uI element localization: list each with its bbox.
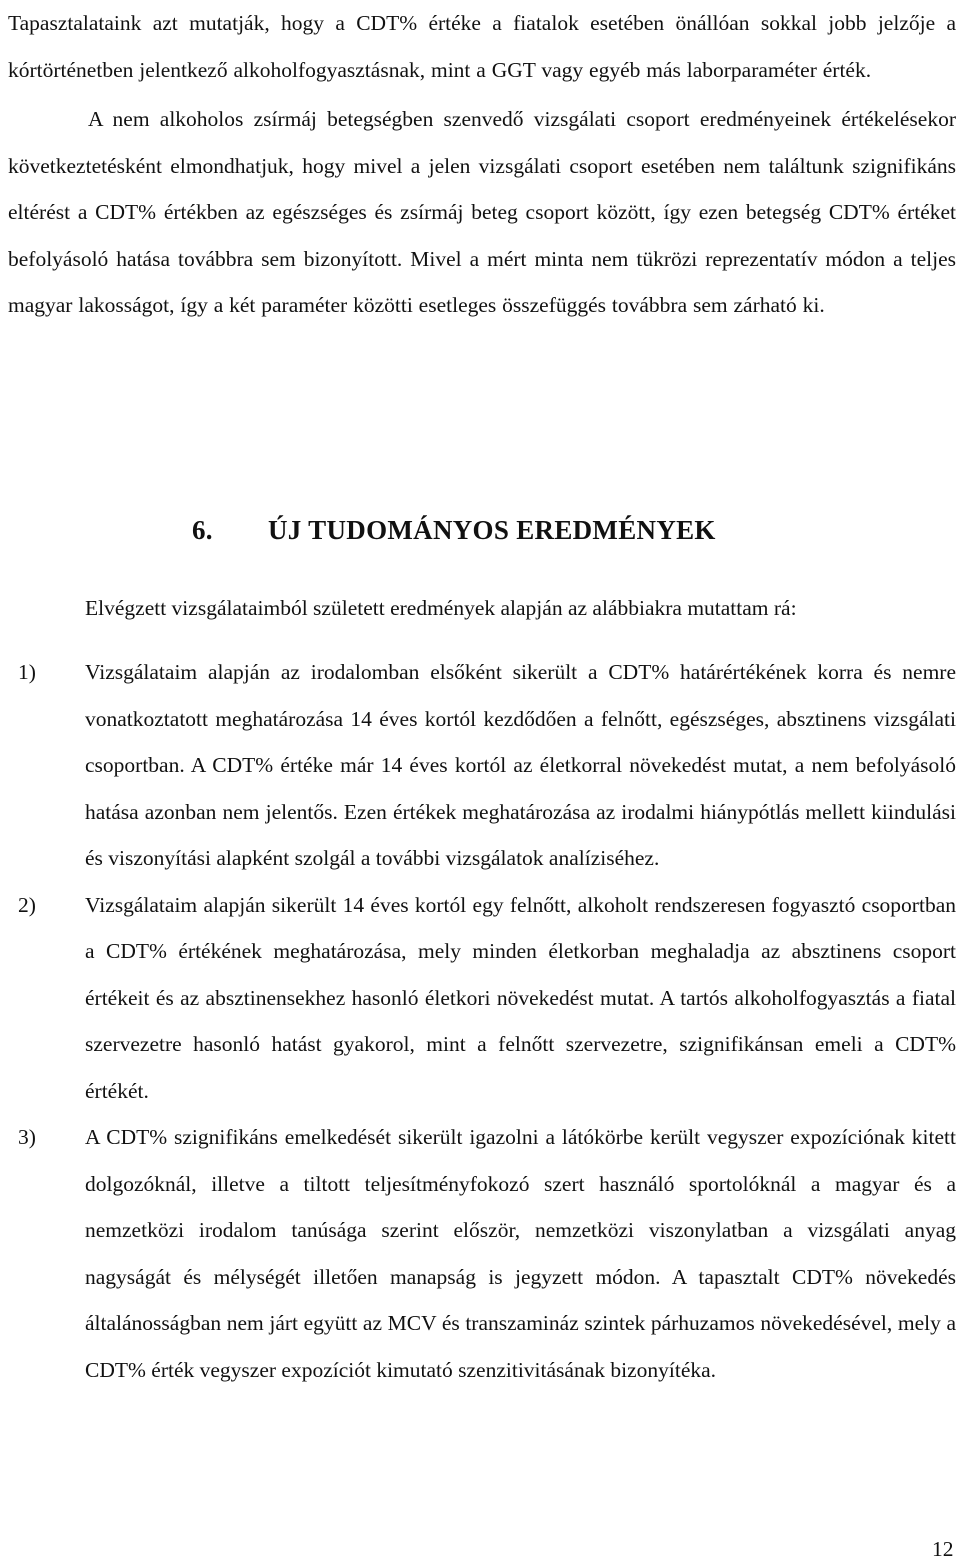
paragraph-nafld-conclusion: A nem alkoholos zsírmáj betegségben szenvedő vizsgálati csoport eredményeinek értékelésekor következtetésként elmondhatjuk, hogy mivel a jelen vizsgálati csoport esetében nem találtunk szignifikáns eltérést a CDT% értékben az egészséges és zsírmáj beteg csoport között, így ezen betegség CDT% értéket befolyásoló hatása továbbra sem bizonyított. Mivel a mért minta nem tükrözi reprezentatív módon a teljes magyar lakosságot, így a két paraméter közötti esetleges összefüggés továbbra sem zárható ki.	[8, 107, 956, 317]
list-item-number: 1)	[18, 660, 36, 684]
list-item	[8, 882, 956, 1115]
paragraph-findings-young: Tapasztalataink azt mutatják, hogy a CDT% értéke a fiatalok esetében önállóan sokkal jobb jelzője a kórtörténetben jelentkező alkoholfogyasztásnak, mint a GGT vagy egyéb más laborparaméter érték.	[8, 11, 956, 82]
section-title: ÚJ TUDOMÁNYOS EREDMÉNYEK	[268, 515, 716, 545]
section-number: 6.	[192, 515, 213, 545]
list-item-text: Vizsgálataim alapján az irodalomban elsőként sikerült a CDT% határértékének korra és nemre vonatkoztatott meghatározása 14 éves kortól kezdődően a felnőtt, egészséges, absztinens vizsgálati csoportban. A CDT% értéke már 14 éves kortól az életkorral növekedést mutat, a nem befolyásoló hatása azonban nem jelentős. Ezen értékek meghatározása az irodalmi hiánypótlás mellett kiindulási és viszonyítási alapként szolgál a további vizsgálatok analíziséhez.	[85, 660, 956, 870]
list-item-number: 2)	[18, 892, 36, 917]
list-item	[8, 649, 956, 882]
list-item	[8, 1114, 956, 1393]
list-item-text: A CDT% szignifikáns emelkedését sikerült igazolni a látókörbe került vegyszer expozíciónak kitett dolgozóknál, illetve a tiltott teljesítményfokozó szert használó sportolóknál a magyar és a nemzetközi irodalom tanúsága szerint először, nemzetközi viszonylatban a vizsgálati anyag nagyságát és mélységét illetően manapság is jegyzett módon. A tapasztalt CDT% növekedés általánosságban nem járt együtt az MCV és transzamináz szintek párhuzamos növekedésével, mely a CDT% érték vegyszer expozíciót kimutató szenzitivitásának bizonyítéka.	[85, 1125, 956, 1382]
page-number: 12	[932, 1537, 954, 1561]
section-intro: Elvégzett vizsgálataimból született eredmények alapján az alábbiakra mutattam rá:	[85, 596, 797, 620]
list-item-text: Vizsgálataim alapján sikerült 14 éves kortól egy felnőtt, alkoholt rendszeresen fogyasztó csoportban a CDT% értékének meghatározása, mely minden életkorban meghaladja az absztinens csoport értékeit és az absztinensekhez hasonló életkori növekedést mutat. A tartós alkoholfogyasztás a fiatal szervezetre hasonló hatást gyakorol, mint a felnőtt szervezetre, szignifikánsan emeli a CDT% értékét.	[85, 892, 956, 1103]
list-item-number: 3)	[18, 1125, 36, 1149]
section-heading	[192, 515, 716, 546]
document-page	[8, 0, 956, 1382]
results-list	[8, 649, 956, 1393]
